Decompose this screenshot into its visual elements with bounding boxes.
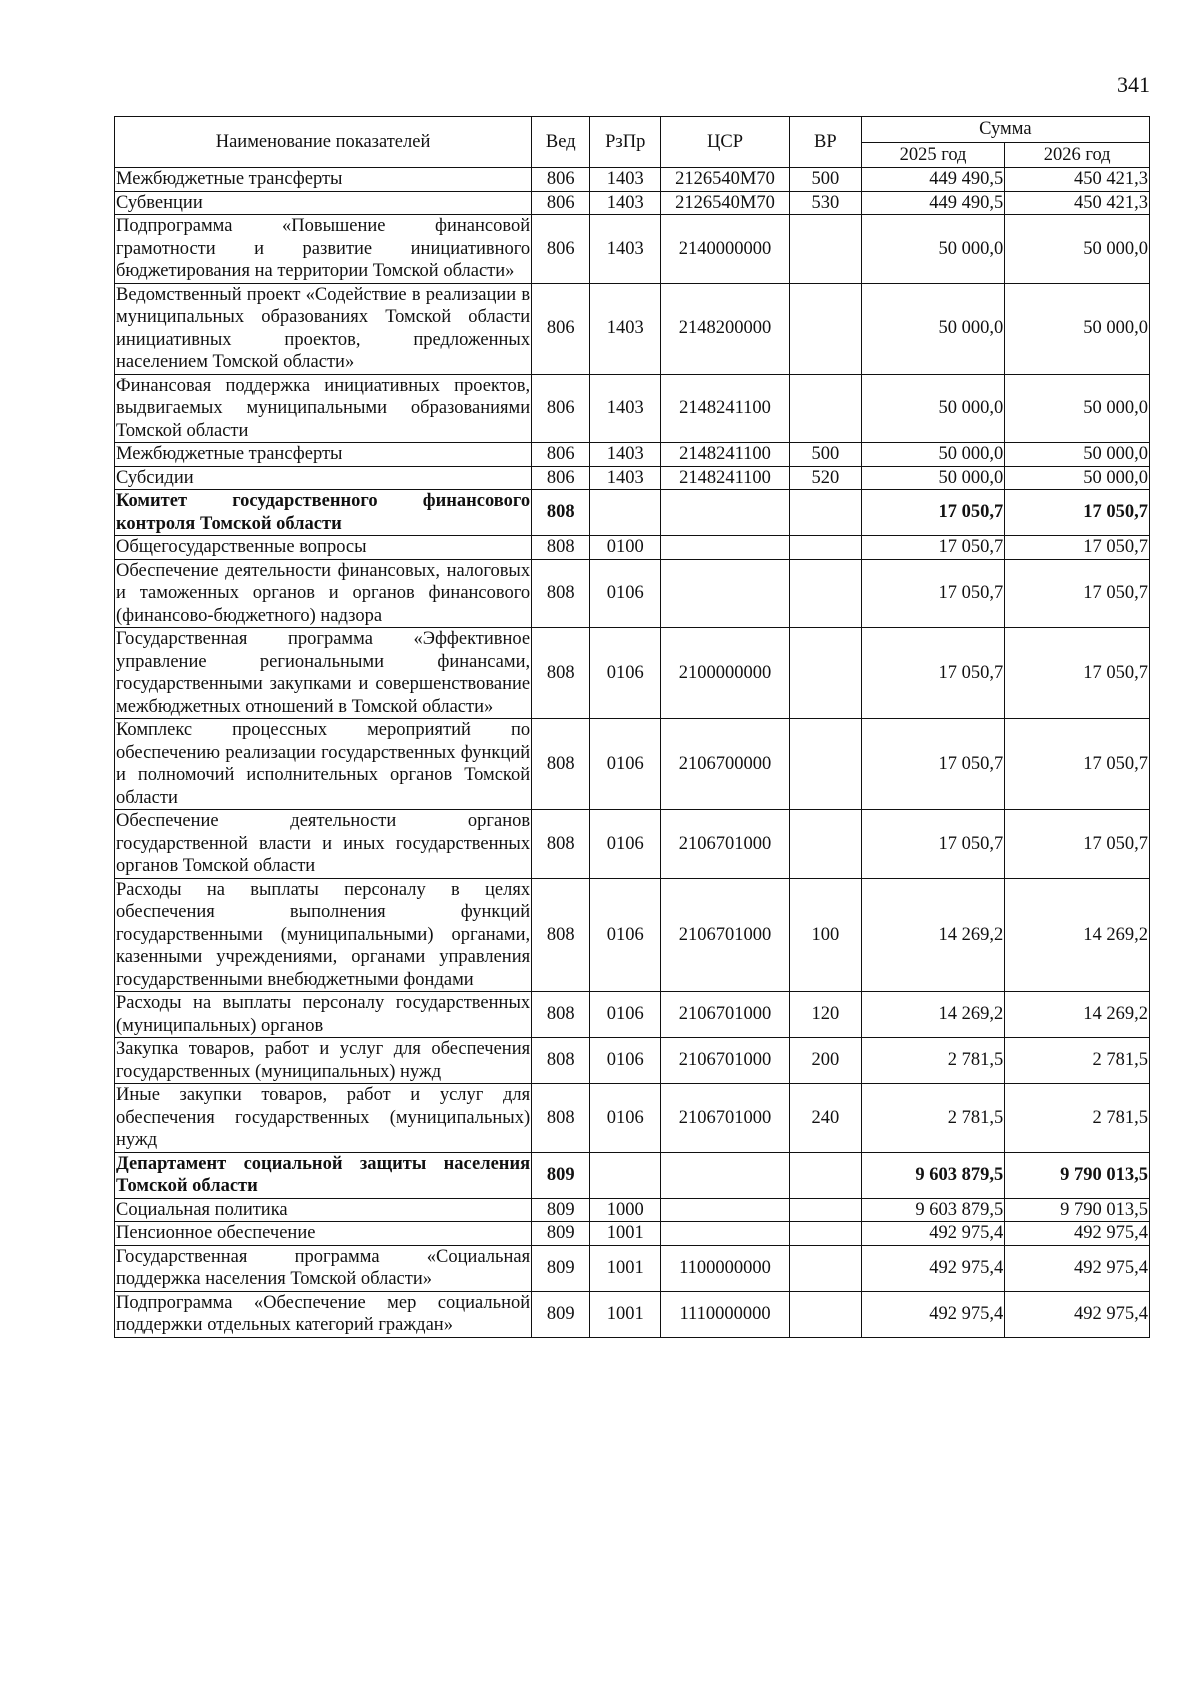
row-csr: 2106701000 (661, 1038, 790, 1084)
table-row (115, 878, 1150, 992)
row-sum-2025: 50 000,0 (861, 215, 1005, 284)
row-sum-2026: 2 781,5 (1005, 1084, 1150, 1153)
page-number: 341 (1117, 72, 1150, 97)
row-name: Комплекс процессных мероприятий по обеспечению реализации государственных функций и полномочий исполнительных органов Томской области (116, 720, 531, 808)
row-sum-2025: 50 000,0 (861, 283, 1005, 374)
row-sum-2026: 17 050,7 (1005, 490, 1150, 536)
row-name: Закупка товаров, работ и услуг для обеспечения государственных (муниципальных) нужд (116, 1039, 531, 1082)
row-sum-2026: 50 000,0 (1005, 466, 1150, 490)
row-rzpr: 0100 (590, 536, 661, 560)
table-row (115, 1084, 1150, 1153)
header-rzpr: РзПр (590, 117, 661, 168)
row-name: Социальная политика (115, 1198, 532, 1222)
row-rzpr: 1403 (590, 168, 661, 192)
row-sum-2025: 17 050,7 (861, 628, 1005, 719)
row-rzpr (590, 490, 661, 536)
row-sum-2026: 450 421,3 (1005, 191, 1150, 215)
row-vr: 500 (790, 443, 862, 467)
row-sum-2025: 449 490,5 (861, 191, 1005, 215)
row-ved: 806 (532, 283, 590, 374)
row-rzpr: 0106 (590, 628, 661, 719)
row-sum-2026: 17 050,7 (1005, 628, 1150, 719)
row-rzpr: 1403 (590, 215, 661, 284)
row-sum-2026: 2 781,5 (1005, 1038, 1150, 1084)
row-sum-2026: 492 975,4 (1005, 1222, 1150, 1246)
header-ved: Вед (532, 117, 590, 168)
row-sum-2026: 9 790 013,5 (1005, 1152, 1150, 1198)
row-sum-2025: 9 603 879,5 (861, 1152, 1005, 1198)
row-ved: 808 (532, 536, 590, 560)
row-csr: 2106701000 (661, 1084, 790, 1153)
row-csr (661, 536, 790, 560)
table-row (115, 374, 1150, 443)
row-csr: 2106701000 (661, 810, 790, 879)
row-name: Межбюджетные трансферты (115, 168, 532, 192)
row-sum-2025: 492 975,4 (861, 1245, 1005, 1291)
row-sum-2025: 9 603 879,5 (861, 1198, 1005, 1222)
row-sum-2025: 14 269,2 (861, 992, 1005, 1038)
row-sum-2026: 9 790 013,5 (1005, 1198, 1150, 1222)
row-ved: 808 (532, 878, 590, 992)
row-rzpr: 0106 (590, 559, 661, 628)
budget-table (114, 116, 1150, 1338)
row-rzpr: 1403 (590, 191, 661, 215)
row-rzpr: 0106 (590, 1084, 661, 1153)
row-sum-2025: 17 050,7 (861, 810, 1005, 879)
row-sum-2025: 17 050,7 (861, 536, 1005, 560)
row-ved: 808 (532, 810, 590, 879)
row-ved: 808 (532, 719, 590, 810)
row-rzpr: 0106 (590, 810, 661, 879)
header-name: Наименование показателей (115, 117, 532, 168)
row-name: Расходы на выплаты персоналу в целях обеспечения выполнения функций государственными (муниципальными) органами, казенными учреждениями, органами управления государственными внебюджетными фондами (116, 879, 531, 990)
row-rzpr: 1403 (590, 466, 661, 490)
table-row (115, 1038, 1150, 1084)
row-sum-2026: 17 050,7 (1005, 719, 1150, 810)
table-row (115, 559, 1150, 628)
row-name: Пенсионное обеспечение (115, 1222, 532, 1246)
row-sum-2026: 50 000,0 (1005, 443, 1150, 467)
row-vr (790, 1291, 862, 1337)
row-sum-2026: 492 975,4 (1005, 1245, 1150, 1291)
row-sum-2026: 14 269,2 (1005, 992, 1150, 1038)
row-rzpr: 0106 (590, 1038, 661, 1084)
row-vr: 530 (790, 191, 862, 215)
row-ved: 808 (532, 490, 590, 536)
row-sum-2026: 50 000,0 (1005, 283, 1150, 374)
row-name: Субвенции (115, 191, 532, 215)
row-ved: 808 (532, 1038, 590, 1084)
row-ved: 809 (532, 1222, 590, 1246)
row-rzpr: 1001 (590, 1245, 661, 1291)
row-vr (790, 1222, 862, 1246)
row-rzpr: 1403 (590, 283, 661, 374)
row-vr (790, 1152, 862, 1198)
row-vr (790, 810, 862, 879)
row-name: Комитет государственного финансового контроля Томской области (116, 491, 531, 534)
row-ved: 809 (532, 1291, 590, 1337)
table-row (115, 168, 1150, 192)
row-csr (661, 1198, 790, 1222)
row-vr (790, 374, 862, 443)
row-name: Иные закупки товаров, работ и услуг для обеспечения государственных (муниципальных) нужд (116, 1085, 531, 1150)
table-row (115, 490, 1150, 536)
row-csr: 2106701000 (661, 878, 790, 992)
row-ved: 809 (532, 1152, 590, 1198)
row-sum-2025: 50 000,0 (861, 466, 1005, 490)
row-rzpr: 1403 (590, 374, 661, 443)
row-sum-2026: 17 050,7 (1005, 810, 1150, 879)
row-ved: 808 (532, 628, 590, 719)
row-sum-2025: 492 975,4 (861, 1291, 1005, 1337)
row-ved: 808 (532, 1084, 590, 1153)
row-sum-2026: 50 000,0 (1005, 215, 1150, 284)
table-row (115, 810, 1150, 879)
row-name: Департамент социальной защиты населения Томской области (116, 1153, 531, 1196)
row-sum-2026: 50 000,0 (1005, 374, 1150, 443)
row-sum-2025: 2 781,5 (861, 1038, 1005, 1084)
row-vr: 200 (790, 1038, 862, 1084)
table-row (115, 1152, 1150, 1198)
header-year-2025: 2025 год (861, 143, 1005, 168)
row-vr (790, 283, 862, 374)
row-csr: 2140000000 (661, 215, 790, 284)
row-csr: 2148241100 (661, 374, 790, 443)
row-csr (661, 559, 790, 628)
row-vr (790, 1198, 862, 1222)
table-body (115, 168, 1150, 1338)
row-vr (790, 536, 862, 560)
row-ved: 808 (532, 559, 590, 628)
table-row (115, 215, 1150, 284)
row-sum-2026: 17 050,7 (1005, 536, 1150, 560)
row-sum-2025: 17 050,7 (861, 719, 1005, 810)
row-sum-2026: 14 269,2 (1005, 878, 1150, 992)
header-csr: ЦСР (661, 117, 790, 168)
row-vr (790, 719, 862, 810)
row-name: Подпрограмма «Повышение финансовой грамотности и развитие инициативного бюджетирования на территории Томской области» (116, 216, 531, 281)
row-rzpr: 0106 (590, 878, 661, 992)
row-ved: 808 (532, 992, 590, 1038)
row-ved: 809 (532, 1198, 590, 1222)
table-row (115, 992, 1150, 1038)
row-sum-2026: 492 975,4 (1005, 1291, 1150, 1337)
row-ved: 806 (532, 443, 590, 467)
row-csr (661, 1222, 790, 1246)
row-csr: 2100000000 (661, 628, 790, 719)
row-rzpr: 1403 (590, 443, 661, 467)
row-vr (790, 215, 862, 284)
row-sum-2025: 14 269,2 (861, 878, 1005, 992)
row-sum-2025: 449 490,5 (861, 168, 1005, 192)
row-vr (790, 628, 862, 719)
table-row (115, 1198, 1150, 1222)
row-csr: 2126540M70 (661, 168, 790, 192)
table-row (115, 719, 1150, 810)
row-rzpr: 1001 (590, 1222, 661, 1246)
header-sum: Сумма (861, 117, 1149, 143)
row-vr: 240 (790, 1084, 862, 1153)
row-name: Государственная программа «Социальная поддержка населения Томской области» (116, 1246, 531, 1289)
row-ved: 806 (532, 168, 590, 192)
row-vr: 100 (790, 878, 862, 992)
row-csr: 1110000000 (661, 1291, 790, 1337)
table-row (115, 1291, 1150, 1337)
row-csr: 2148241100 (661, 443, 790, 467)
row-sum-2025: 50 000,0 (861, 374, 1005, 443)
row-ved: 806 (532, 215, 590, 284)
row-name: Государственная программа «Эффективное управление региональными финансами, государственными закупками и совершенствование межбюджетных отношений в Томской области» (116, 629, 531, 717)
row-vr (790, 1245, 862, 1291)
header-year-2026: 2026 год (1005, 143, 1150, 168)
row-csr: 2126540M70 (661, 191, 790, 215)
table-row (115, 466, 1150, 490)
row-rzpr: 1000 (590, 1198, 661, 1222)
row-name: Подпрограмма «Обеспечение мер социальной поддержки отдельных категорий граждан» (116, 1292, 531, 1335)
table-row (115, 283, 1150, 374)
row-vr: 520 (790, 466, 862, 490)
row-name: Расходы на выплаты персоналу государственных (муниципальных) органов (116, 993, 531, 1036)
row-sum-2025: 492 975,4 (861, 1222, 1005, 1246)
row-rzpr: 1001 (590, 1291, 661, 1337)
row-ved: 806 (532, 191, 590, 215)
row-csr: 2148241100 (661, 466, 790, 490)
row-vr: 500 (790, 168, 862, 192)
row-csr (661, 1152, 790, 1198)
row-ved: 809 (532, 1245, 590, 1291)
row-vr (790, 490, 862, 536)
row-sum-2026: 17 050,7 (1005, 559, 1150, 628)
row-name: Ведомственный проект «Содействие в реализации в муниципальных образованиях Томской области инициативных проектов, предложенных населением Томской области» (116, 284, 531, 372)
row-name: Финансовая поддержка инициативных проектов, выдвигаемых муниципальными образованиями Томской области (116, 375, 531, 441)
table-row (115, 536, 1150, 560)
table-row (115, 1222, 1150, 1246)
row-ved: 806 (532, 374, 590, 443)
row-name: Межбюджетные трансферты (115, 443, 532, 467)
row-csr: 2106700000 (661, 719, 790, 810)
row-sum-2025: 2 781,5 (861, 1084, 1005, 1153)
row-name: Обеспечение деятельности органов государственной власти и иных государственных органов Томской области (116, 811, 531, 876)
row-name: Субсидии (115, 466, 532, 490)
row-name: Обеспечение деятельности финансовых, налоговых и таможенных органов и органов финансового (финансово-бюджетного) надзора (116, 560, 531, 626)
header-vr: ВР (790, 117, 862, 168)
row-csr (661, 490, 790, 536)
row-ved: 806 (532, 466, 590, 490)
row-csr: 2106701000 (661, 992, 790, 1038)
table-row (115, 628, 1150, 719)
table-row (115, 191, 1150, 215)
row-sum-2026: 450 421,3 (1005, 168, 1150, 192)
table-row (115, 1245, 1150, 1291)
table-row (115, 443, 1150, 467)
row-csr: 2148200000 (661, 283, 790, 374)
row-rzpr: 0106 (590, 719, 661, 810)
row-vr (790, 559, 862, 628)
row-name: Общегосударственные вопросы (115, 536, 532, 560)
row-sum-2025: 50 000,0 (861, 443, 1005, 467)
row-sum-2025: 17 050,7 (861, 490, 1005, 536)
row-rzpr (590, 1152, 661, 1198)
row-vr: 120 (790, 992, 862, 1038)
row-rzpr: 0106 (590, 992, 661, 1038)
row-sum-2025: 17 050,7 (861, 559, 1005, 628)
row-csr: 1100000000 (661, 1245, 790, 1291)
